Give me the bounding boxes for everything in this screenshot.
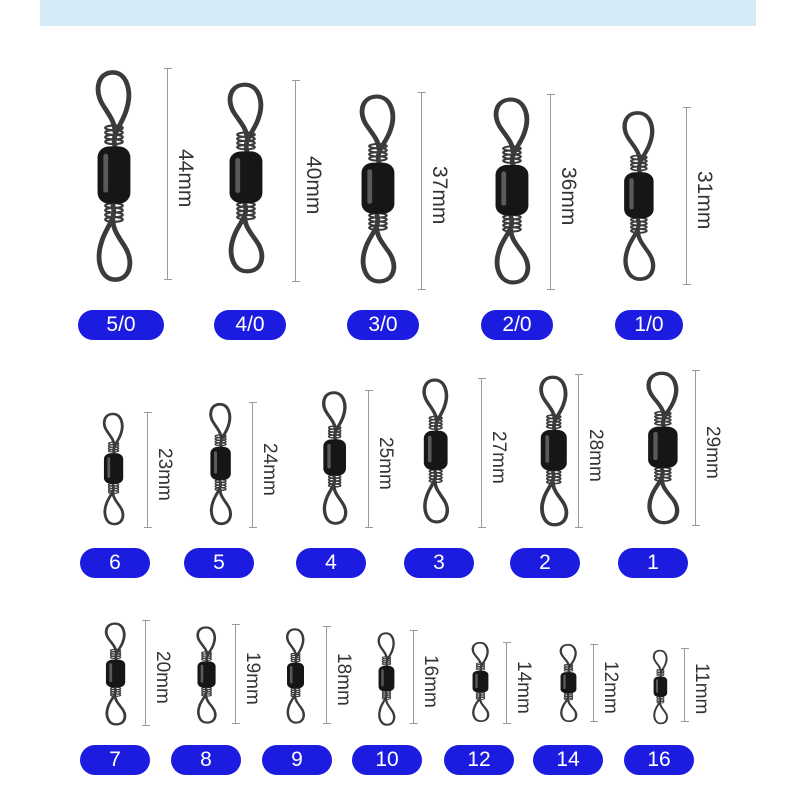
- length-label: 24mm: [259, 442, 280, 496]
- swivel-icon: [216, 78, 274, 278]
- swivel-image-14: [554, 642, 582, 724]
- size-label-10: 10: [352, 745, 422, 775]
- length-label: 44mm: [174, 149, 197, 208]
- swivel-image-12: [466, 640, 494, 724]
- size-label-2-0: 2/0: [481, 310, 553, 340]
- swivel-image-9: [280, 626, 310, 726]
- swivel-image-2-0: [482, 93, 540, 289]
- size-label-7: 7: [80, 745, 150, 775]
- swivel-icon: [648, 648, 672, 726]
- swivel-image-4: [314, 388, 354, 528]
- length-label: 37mm: [428, 166, 451, 225]
- swivel-image-1-0: [612, 107, 664, 285]
- dimension-ruler: [692, 370, 700, 526]
- dimension-ruler: [232, 624, 240, 724]
- size-label-2: 2: [510, 548, 580, 578]
- dimension-ruler: [683, 107, 691, 285]
- dimension-ruler: [164, 68, 172, 280]
- size-label-3: 3: [404, 548, 474, 578]
- swivel-image-10: [372, 630, 400, 728]
- swivel-image-16: [648, 648, 672, 726]
- swivel-icon: [466, 640, 494, 724]
- dimension-ruler: [365, 390, 373, 528]
- length-label: 14mm: [513, 660, 534, 714]
- size-label-8: 8: [171, 745, 241, 775]
- size-label-6: 6: [80, 548, 150, 578]
- size-label-3-0: 3/0: [347, 310, 419, 340]
- length-label: 40mm: [302, 156, 325, 215]
- dimension-ruler: [323, 626, 331, 724]
- swivel-icon: [636, 368, 688, 528]
- length-label: 20mm: [152, 650, 173, 704]
- size-label-14: 14: [533, 745, 603, 775]
- dimension-ruler: [478, 378, 486, 528]
- swivel-image-5-0: [84, 65, 142, 287]
- swivel-icon: [280, 626, 310, 726]
- length-label: 28mm: [585, 428, 606, 482]
- swivel-image-2: [530, 372, 576, 530]
- length-label: 27mm: [488, 430, 509, 484]
- swivel-icon: [202, 400, 238, 528]
- dimension-ruler: [575, 374, 583, 528]
- swivel-icon: [612, 107, 664, 285]
- swivel-icon: [372, 630, 400, 728]
- size-label-9: 9: [262, 745, 332, 775]
- top-banner: [40, 0, 756, 26]
- size-label-1-0: 1/0: [615, 310, 683, 340]
- size-label-4: 4: [296, 548, 366, 578]
- dimension-ruler: [503, 642, 511, 724]
- size-label-5: 5: [184, 548, 254, 578]
- size-label-5-0: 5/0: [78, 310, 164, 340]
- length-label: 36mm: [557, 167, 580, 226]
- length-label: 18mm: [333, 652, 354, 706]
- length-label: 31mm: [693, 171, 716, 230]
- swivel-image-6: [96, 410, 130, 528]
- swivel-image-3: [414, 375, 456, 527]
- swivel-image-1: [636, 368, 688, 528]
- swivel-icon: [348, 90, 406, 288]
- swivel-icon: [98, 620, 132, 728]
- size-label-1: 1: [618, 548, 688, 578]
- dimension-ruler: [144, 412, 152, 528]
- length-label: 25mm: [375, 436, 396, 490]
- dimension-ruler: [249, 402, 257, 528]
- swivel-image-5: [202, 400, 238, 528]
- swivel-icon: [482, 93, 540, 289]
- size-label-4-0: 4/0: [214, 310, 286, 340]
- swivel-image-3-0: [348, 90, 406, 288]
- dimension-ruler: [547, 94, 555, 290]
- dimension-ruler: [590, 644, 598, 722]
- size-label-16: 16: [624, 745, 694, 775]
- swivel-icon: [414, 375, 456, 527]
- dimension-ruler: [410, 630, 418, 724]
- size-label-12: 12: [444, 745, 514, 775]
- swivel-icon: [84, 65, 142, 287]
- dimension-ruler: [292, 80, 300, 282]
- swivel-icon: [530, 372, 576, 530]
- length-label: 29mm: [702, 425, 723, 479]
- swivel-icon: [314, 388, 354, 528]
- swivel-icon: [554, 642, 582, 724]
- swivel-image-7: [98, 620, 132, 728]
- swivel-image-8: [190, 624, 222, 726]
- swivel-image-4-0: [216, 78, 274, 278]
- dimension-ruler: [681, 648, 689, 722]
- swivel-icon: [190, 624, 222, 726]
- dimension-ruler: [142, 620, 150, 726]
- swivel-icon: [96, 410, 130, 528]
- dimension-ruler: [418, 92, 426, 290]
- length-label: 12mm: [600, 660, 621, 714]
- length-label: 23mm: [154, 447, 175, 501]
- length-label: 19mm: [242, 651, 263, 705]
- length-label: 11mm: [691, 662, 712, 715]
- length-label: 16mm: [420, 654, 441, 708]
